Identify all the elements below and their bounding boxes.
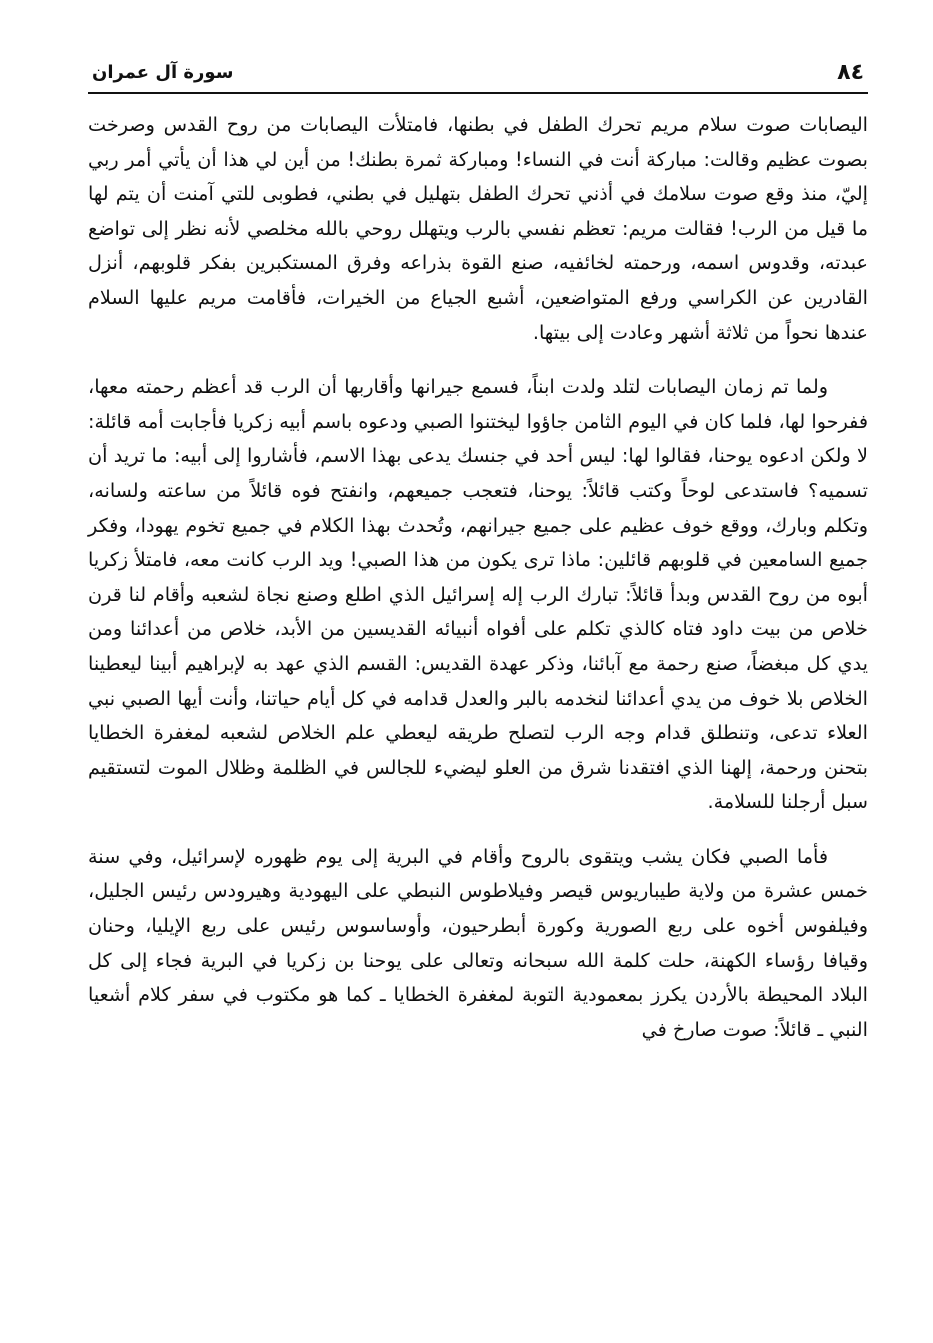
page-number: ٨٤ xyxy=(837,60,864,85)
paragraph: فأما الصبي فكان يشب ويتقوى بالروح وأقام في البرية إلى يوم ظهوره لإسرائيل، وفي سنة خمس عشرة من ولاية طيباريوس قيصر وفيلاطوس النبطي على اليهودية وهيرودس رئيس الجليل، وفيلفوس أخوه على ربع الصورية وكورة أبطرحيون، وأوساسوس رئيس على ربع الإيليا، وحنان وقيافا رؤساء الكهنة، حلت كلمة الله سبحانه وتعالى على يوحنا بن زكريا في البرية فجاء إلى كل البلاد المحيطة بالأردن يكرز بمعمودية التوبة لمغفرة الخطايا ـ كما هو مكتوب في سفر كلام أشعيا النبي ـ قائلاً: صوت صارخ في xyxy=(88,844,868,1041)
chapter-title: سورة آل عمران xyxy=(92,62,234,83)
book-page xyxy=(88,56,868,1326)
paragraph: ولما تم زمان اليصابات لتلد ولدت ابناً، فسمع جيرانها وأقاربها أن الرب قد أعظم رحمته معها، ففرحوا لها، فلما كان في اليوم الثامن جاؤوا ليختنوا الصبي ودعوه باسم أبيه زكريا فأجابت أمه قائلة: لا ولكن ادعوه يوحنا، فقالوا لها: ليس أحد في جنسك يدعى بهذا الاسم، فأشاروا إلى أبيه: ما تريد أن تسميه؟ فاستدعى لوحاً وكتب قائلاً: يوحنا، فتعجب جميعهم، وانفتح فوه قائلاً من ساعته ولسانه، وتكلم وبارك، ووقع خوف عظيم على جميع جيرانهم، وتُحدث بهذا الكلام في جميع تخوم يهودا، وفكر جميع السامعين في قلوبهم قائلين: ماذا ترى يكون من هذا الصبي! ويد الرب كانت معه، فامتلأ زكريا أبوه من روح القدس وبدأ قائلاً: تبارك الرب إله إسرائيل الذي اطلع وصنع نجاة لشعبه وأقام لنا قرن خلاص من بيت داود فتاه كالذي تكلم على أفواه أنبيائه القديسين من الأبد، خلاص من أعدائنا ومن يدي كل مبغضاً، صنع رحمة مع آبائنا، وذكر عهدة القديس: القسم الذي عهد به لإبراهيم أبينا ليعطينا الخلاص بلا خوف من يدي أعدائنا لنخدمه بالبر والعدل قدامه في كل أيام حياتنا، وأنت أيها الصبي نبي العلاء تدعى، وتنطلق قدام وجه الرب لتصلح طريقه ليعطي علم الخلاص لشعبه لمغفرة الخطايا بتحنن ورحمة، إلهنا الذي افتقدنا شرق من العلو ليضيء للجالس في الظلمة وظلال الموت لتستقيم سبل أرجلنا للسلامة. xyxy=(88,375,868,814)
paragraph: اليصابات صوت سلام مريم تحرك الطفل في بطنها، فامتلأت اليصابات من روح القدس وصرخت بصوت عظيم وقالت: مباركة أنت في النساء! ومباركة ثمرة بطنك! من أين لي هذا أن يأتي أمر ربي إليّ، منذ وقع صوت سلامك في أذني تحرك الطفل بتهليل في بطني، فطوبى للتي آمنت أن يتم لها ما قيل من الرب! فقالت مريم: تعظم نفسي بالرب ويتهلل روحي بالله مخلصي لأنه نظر إلى تواضع عبدته، وقدوس اسمه، ورحمته لخائفيه، صنع القوة بذراعه وفرق المستكبرين بفكر قلوبهم، أنزل القادرين عن الكراسي ورفع المتواضعين، أشبع الجياع من الخيرات، فأقامت مريم عليها السلام عندها نحواً من ثلاثة أشهر وعادت إلى بيتها. xyxy=(88,113,868,344)
page-header xyxy=(88,56,868,94)
page-body xyxy=(88,108,868,1047)
